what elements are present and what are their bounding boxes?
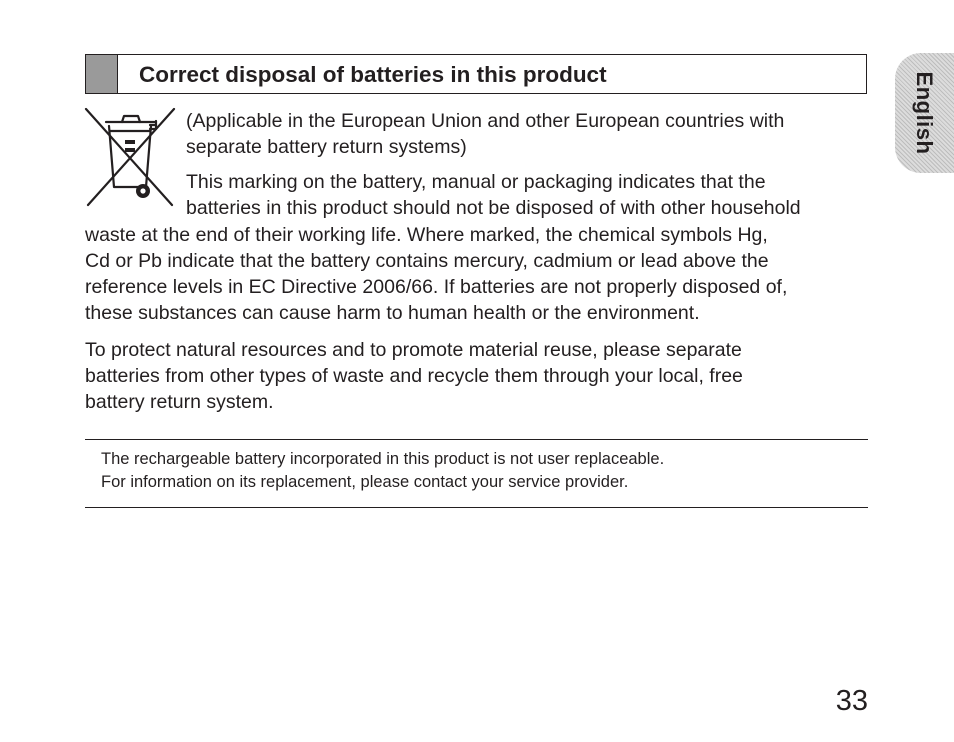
text-line: reference levels in EC Directive 2006/66. If batteries are not properly disposed of, xyxy=(85,276,788,298)
text-line: battery return system. xyxy=(85,391,274,413)
text-line: (Applicable in the European Union and other European countries with xyxy=(186,110,785,132)
note-line: For information on its replacement, please contact your service provider. xyxy=(101,473,629,491)
note-paragraph xyxy=(101,448,664,494)
marking-paragraph-full xyxy=(85,222,787,326)
section-title: Correct disposal of batteries in this product xyxy=(139,62,607,87)
text-line: batteries from other types of waste and recycle them through your local, free xyxy=(85,365,743,387)
text-line: This marking on the battery, manual or packaging indicates that the xyxy=(186,171,766,193)
language-tab xyxy=(895,53,954,173)
section-header xyxy=(85,54,867,94)
note-line: The rechargeable battery incorporated in this product is not user replaceable. xyxy=(101,450,665,468)
text-line: waste at the end of their working life. Where marked, the chemical symbols Hg, xyxy=(85,224,768,246)
language-tab-label: English xyxy=(912,71,937,155)
text-line: batteries in this product should not be disposed of with other household xyxy=(186,197,801,219)
text-line: these substances can cause harm to human health or the environment. xyxy=(85,302,700,324)
text-line: To protect natural resources and to promote material reuse, please separate xyxy=(85,339,742,361)
note-top-divider xyxy=(85,439,868,440)
note-bottom-divider xyxy=(85,507,868,508)
crossed-out-bin-icon xyxy=(84,107,176,207)
text-line: Cd or Pb indicate that the battery contains mercury, cadmium or lead above the xyxy=(85,250,769,272)
protect-paragraph xyxy=(85,337,743,415)
applicability-paragraph xyxy=(186,108,784,160)
page-number: 33 xyxy=(835,685,868,717)
marking-paragraph-indented xyxy=(186,169,801,221)
section-header-tab xyxy=(86,55,118,93)
text-line: separate battery return systems) xyxy=(186,136,467,158)
